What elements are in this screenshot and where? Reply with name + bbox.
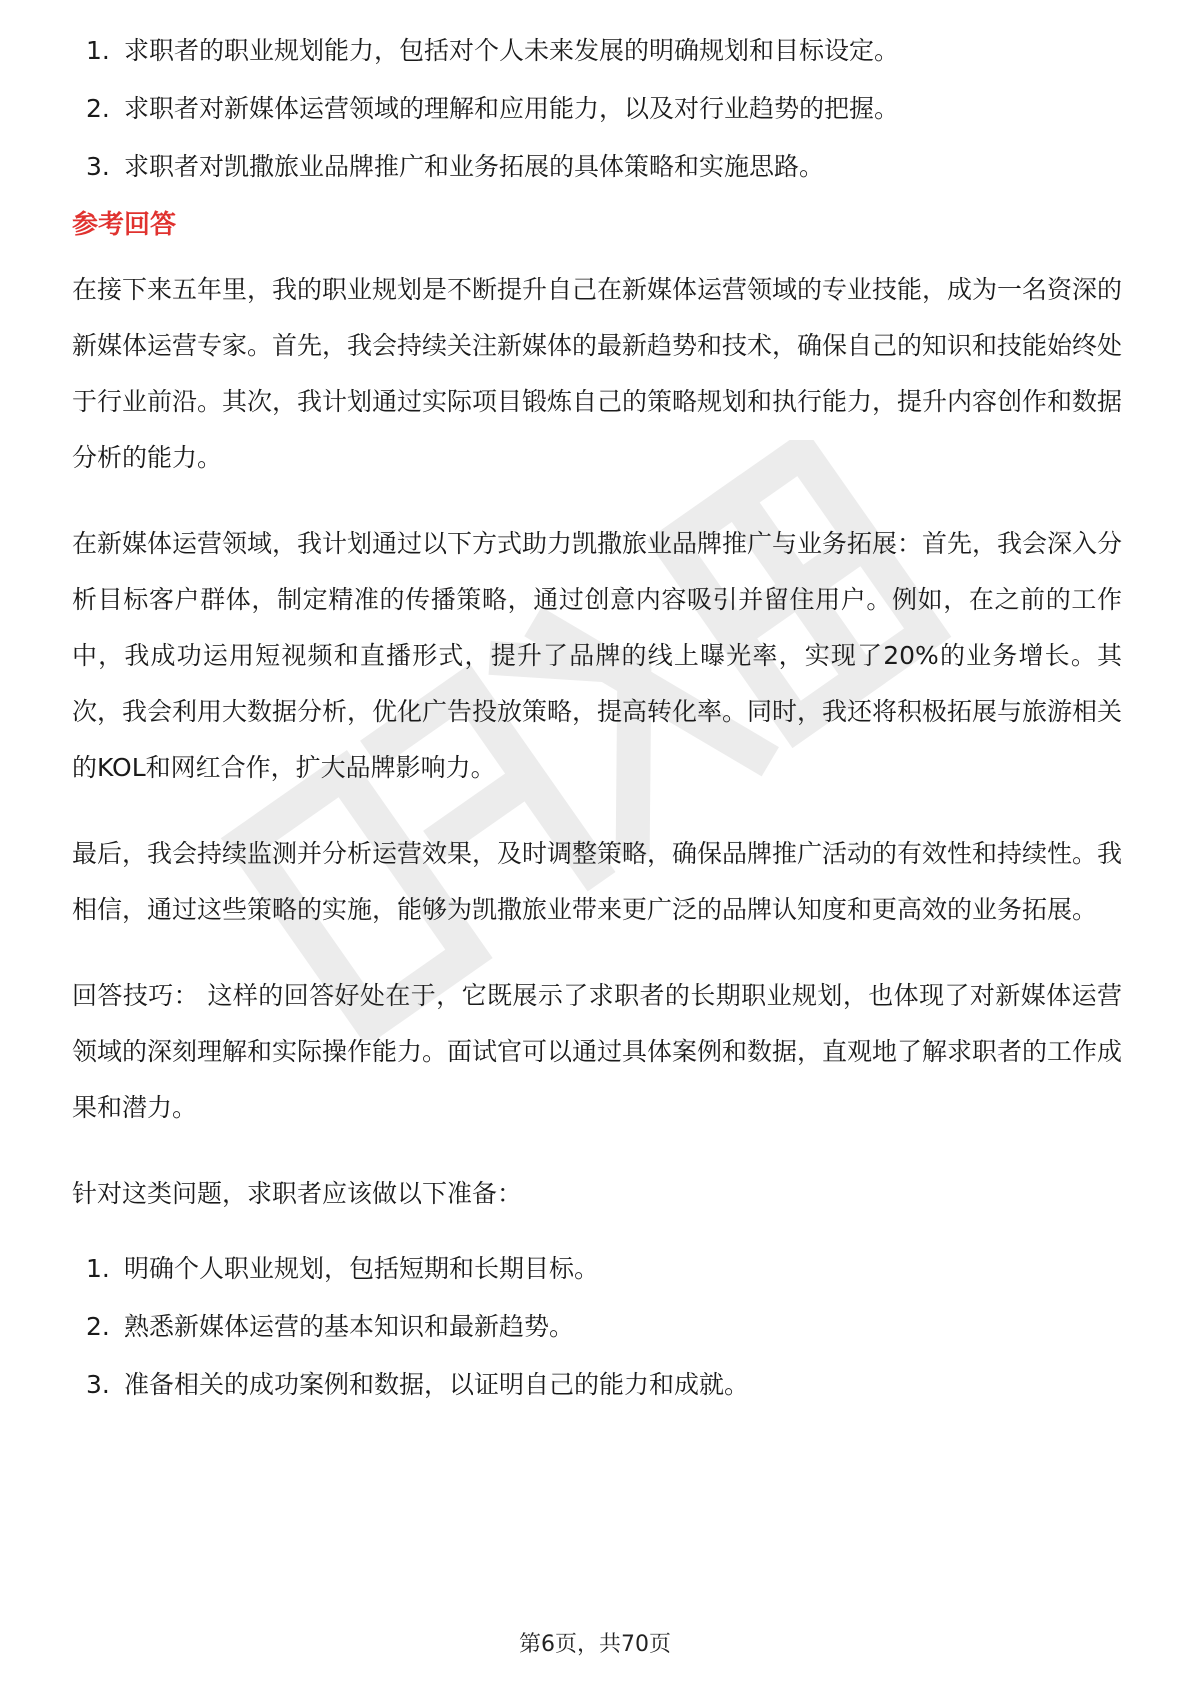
answer-paragraph: 在新媒体运营领域，我计划通过以下方式助力凯撒旅业品牌推广与业务拓展：首先，我会深入分析目标客户群体，制定精准的传播策略，通过创意内容吸引并留住用户。例如，在之前的工作中，我成功运用短视频和直播形式，提升了品牌的线上曝光率，实现了20%的业务增长。其次，我会利用大数据分析，优化广告投放策略，提高转化率。同时，我还将积极拓展与旅游相关的KOL和网红合作，扩大品牌影响力。: [72, 529, 1123, 782]
list-item: [72, 1252, 1122, 1285]
list-text: 求职者的职业规划能力，包括对个人未来发展的明确规划和目标设定。: [124, 36, 900, 65]
preparation-list: [72, 1252, 1122, 1401]
page-content: [72, 36, 1122, 1426]
tips-paragraph: 回答技巧： 这样的回答好处在于，它既展示了求职者的长期职业规划，也体现了对新媒体运营领域的深刻理解和实际操作能力。面试官可以通过具体案例和数据，直观地了解求职者的工作成果和潜力。: [72, 981, 1123, 1122]
list-item: [72, 1310, 1122, 1343]
criteria-list: [72, 34, 1122, 183]
list-item: [72, 150, 1122, 183]
list-text: 准备相关的成功案例和数据，以证明自己的能力和成就。: [124, 1370, 750, 1399]
list-text: 熟悉新媒体运营的基本知识和最新趋势。: [124, 1312, 575, 1341]
list-item: [72, 92, 1122, 125]
list-number: 2.: [86, 1312, 110, 1341]
list-text: 求职者对新媒体运营领域的理解和应用能力，以及对行业趋势的把握。: [124, 94, 900, 123]
list-text: 求职者对凯撒旅业品牌推广和业务拓展的具体策略和实施思路。: [124, 152, 825, 181]
list-number: 1.: [86, 36, 110, 65]
preparation-intro: 针对这类问题，求职者应该做以下准备：: [72, 1179, 523, 1208]
list-item: [72, 34, 1122, 67]
list-number: 2.: [86, 94, 110, 123]
answer-paragraph: 最后，我会持续监测并分析运营效果，及时调整策略，确保品牌推广活动的有效性和持续性。我相信，通过这些策略的实施，能够为凯撒旅业带来更广泛的品牌认知度和更高效的业务拓展。: [72, 839, 1123, 924]
answer-paragraph: 在接下来五年里，我的职业规划是不断提升自己在新媒体运营领域的专业技能，成为一名资深的新媒体运营专家。首先，我会持续关注新媒体的最新趋势和技术，确保自己的知识和技能始终处于行业前沿。其次，我计划通过实际项目锻炼自己的策略规划和执行能力，提升内容创作和数据分析的能力。: [72, 275, 1123, 472]
list-number: 3.: [86, 1370, 110, 1399]
list-number: 1.: [86, 1254, 110, 1283]
page-number: 第6页，共70页: [519, 1632, 671, 1657]
list-text: 明确个人职业规划，包括短期和长期目标。: [124, 1254, 600, 1283]
section-title: 参考回答: [72, 210, 177, 240]
list-item: [72, 1368, 1122, 1401]
list-number: 3.: [86, 152, 110, 181]
